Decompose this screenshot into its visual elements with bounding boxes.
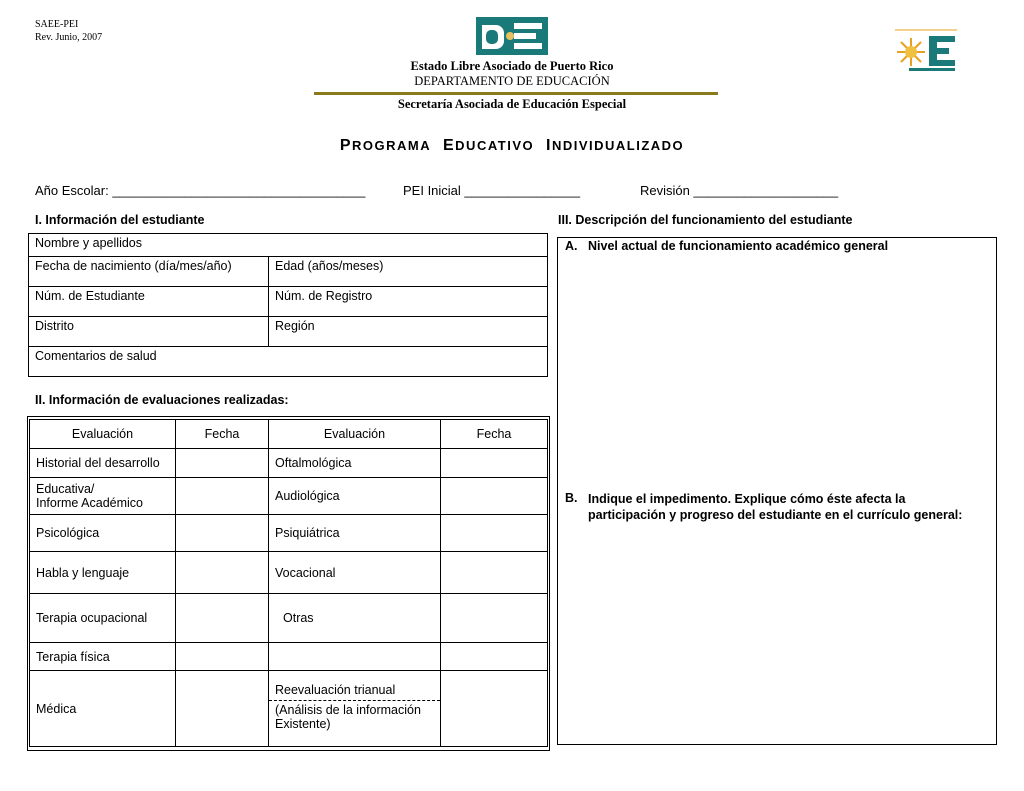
header-rule [314,92,718,95]
eval-left-date[interactable] [176,515,269,552]
eval-right-date[interactable] [441,478,548,515]
eval-right-label [269,643,441,671]
eval-right-date[interactable] [441,594,548,643]
secretariat-name: Secretaría Asociada de Educación Especial [397,97,627,111]
eval-left-label: Médica [30,671,176,747]
age-field[interactable]: Edad (años/meses) [269,257,548,287]
eval-right-label: Reevaluación trianual (Análisis de la información Existente) [269,671,441,747]
de-logo [476,17,548,55]
eval-right-label: Vocacional [269,552,441,594]
eval-right-date[interactable] [441,552,548,594]
section-2-title: II. Información de evaluaciones realizadas: [35,393,289,407]
item-a-text: Nivel actual de funcionamiento académico general [588,239,889,253]
eval-left-label: Educativa/ Informe Académico [30,478,176,515]
student-info-table [28,233,548,377]
eval-left-label: Habla y lenguaje [30,552,176,594]
eval-right-date[interactable] [441,643,548,671]
eval-left-date[interactable] [176,478,269,515]
item-a-letter: A. [565,239,578,253]
department-name: DEPARTAMENTO DE EDUCACIÓN [414,74,610,88]
evaluations-table-frame [27,416,550,751]
eval-right-label: Oftalmológica [269,449,441,478]
revision-date: Rev. Junio, 2007 [35,32,103,43]
region-field[interactable]: Región [269,317,548,347]
eval-left-date[interactable] [176,671,269,747]
pei-initial-field[interactable]: PEI Inicial ________________ [403,183,581,198]
item-b-text: Indique el impedimento. Explique cómo éste afecta la participación y progreso del estudiante en el currículo general: [588,492,963,522]
revision-field[interactable]: Revisión ____________________ [640,183,839,198]
eval-left-label: Historial del desarrollo [30,449,176,478]
eval-right-date[interactable] [441,449,548,478]
eval-left-date[interactable] [176,594,269,643]
evaluations-table [29,419,548,747]
eval-right-date[interactable] [441,515,548,552]
name-field[interactable]: Nombre y apellidos [29,234,548,257]
eval-right-label: Otras [269,594,441,643]
col-date-right: Fecha [441,420,548,449]
eval-left-date[interactable] [176,449,269,478]
section-1-title: I. Información del estudiante [35,213,205,227]
eval-right-date[interactable] [441,671,548,747]
registry-number-field[interactable]: Núm. de Registro [269,287,548,317]
eval-right-label: Audiológica [269,478,441,515]
functioning-box[interactable] [557,237,997,745]
school-year-field[interactable]: Año Escolar: ___________________________________ [35,183,366,198]
revision-note [35,18,102,44]
birth-field[interactable]: Fecha de nacimiento (día/mes/año) [29,257,269,287]
district-field[interactable]: Distrito [29,317,269,347]
eval-left-date[interactable] [176,643,269,671]
item-b-letter: B. [565,491,578,505]
col-evaluation-right: Evaluación [269,420,441,449]
eval-left-label: Terapia ocupacional [30,594,176,643]
eval-left-label: Terapia física [30,643,176,671]
eval-left-date[interactable] [176,552,269,594]
col-evaluation-left: Evaluación [30,420,176,449]
health-field[interactable]: Comentarios de salud [29,347,548,377]
state-name: Estado Libre Asociado de Puerto Rico [410,59,614,73]
section-3-title: III. Descripción del funcionamiento del estudiante [558,213,853,227]
eval-right-label: Psiquiátrica [269,515,441,552]
form-code: SAEE-PEI [35,19,79,30]
col-date-left: Fecha [176,420,269,449]
eval-left-label: Psicológica [30,515,176,552]
student-number-field[interactable]: Núm. de Estudiante [29,287,269,317]
page-title: PROGRAMA EDUCATIVO INDIVIDUALIZADO [339,137,685,154]
